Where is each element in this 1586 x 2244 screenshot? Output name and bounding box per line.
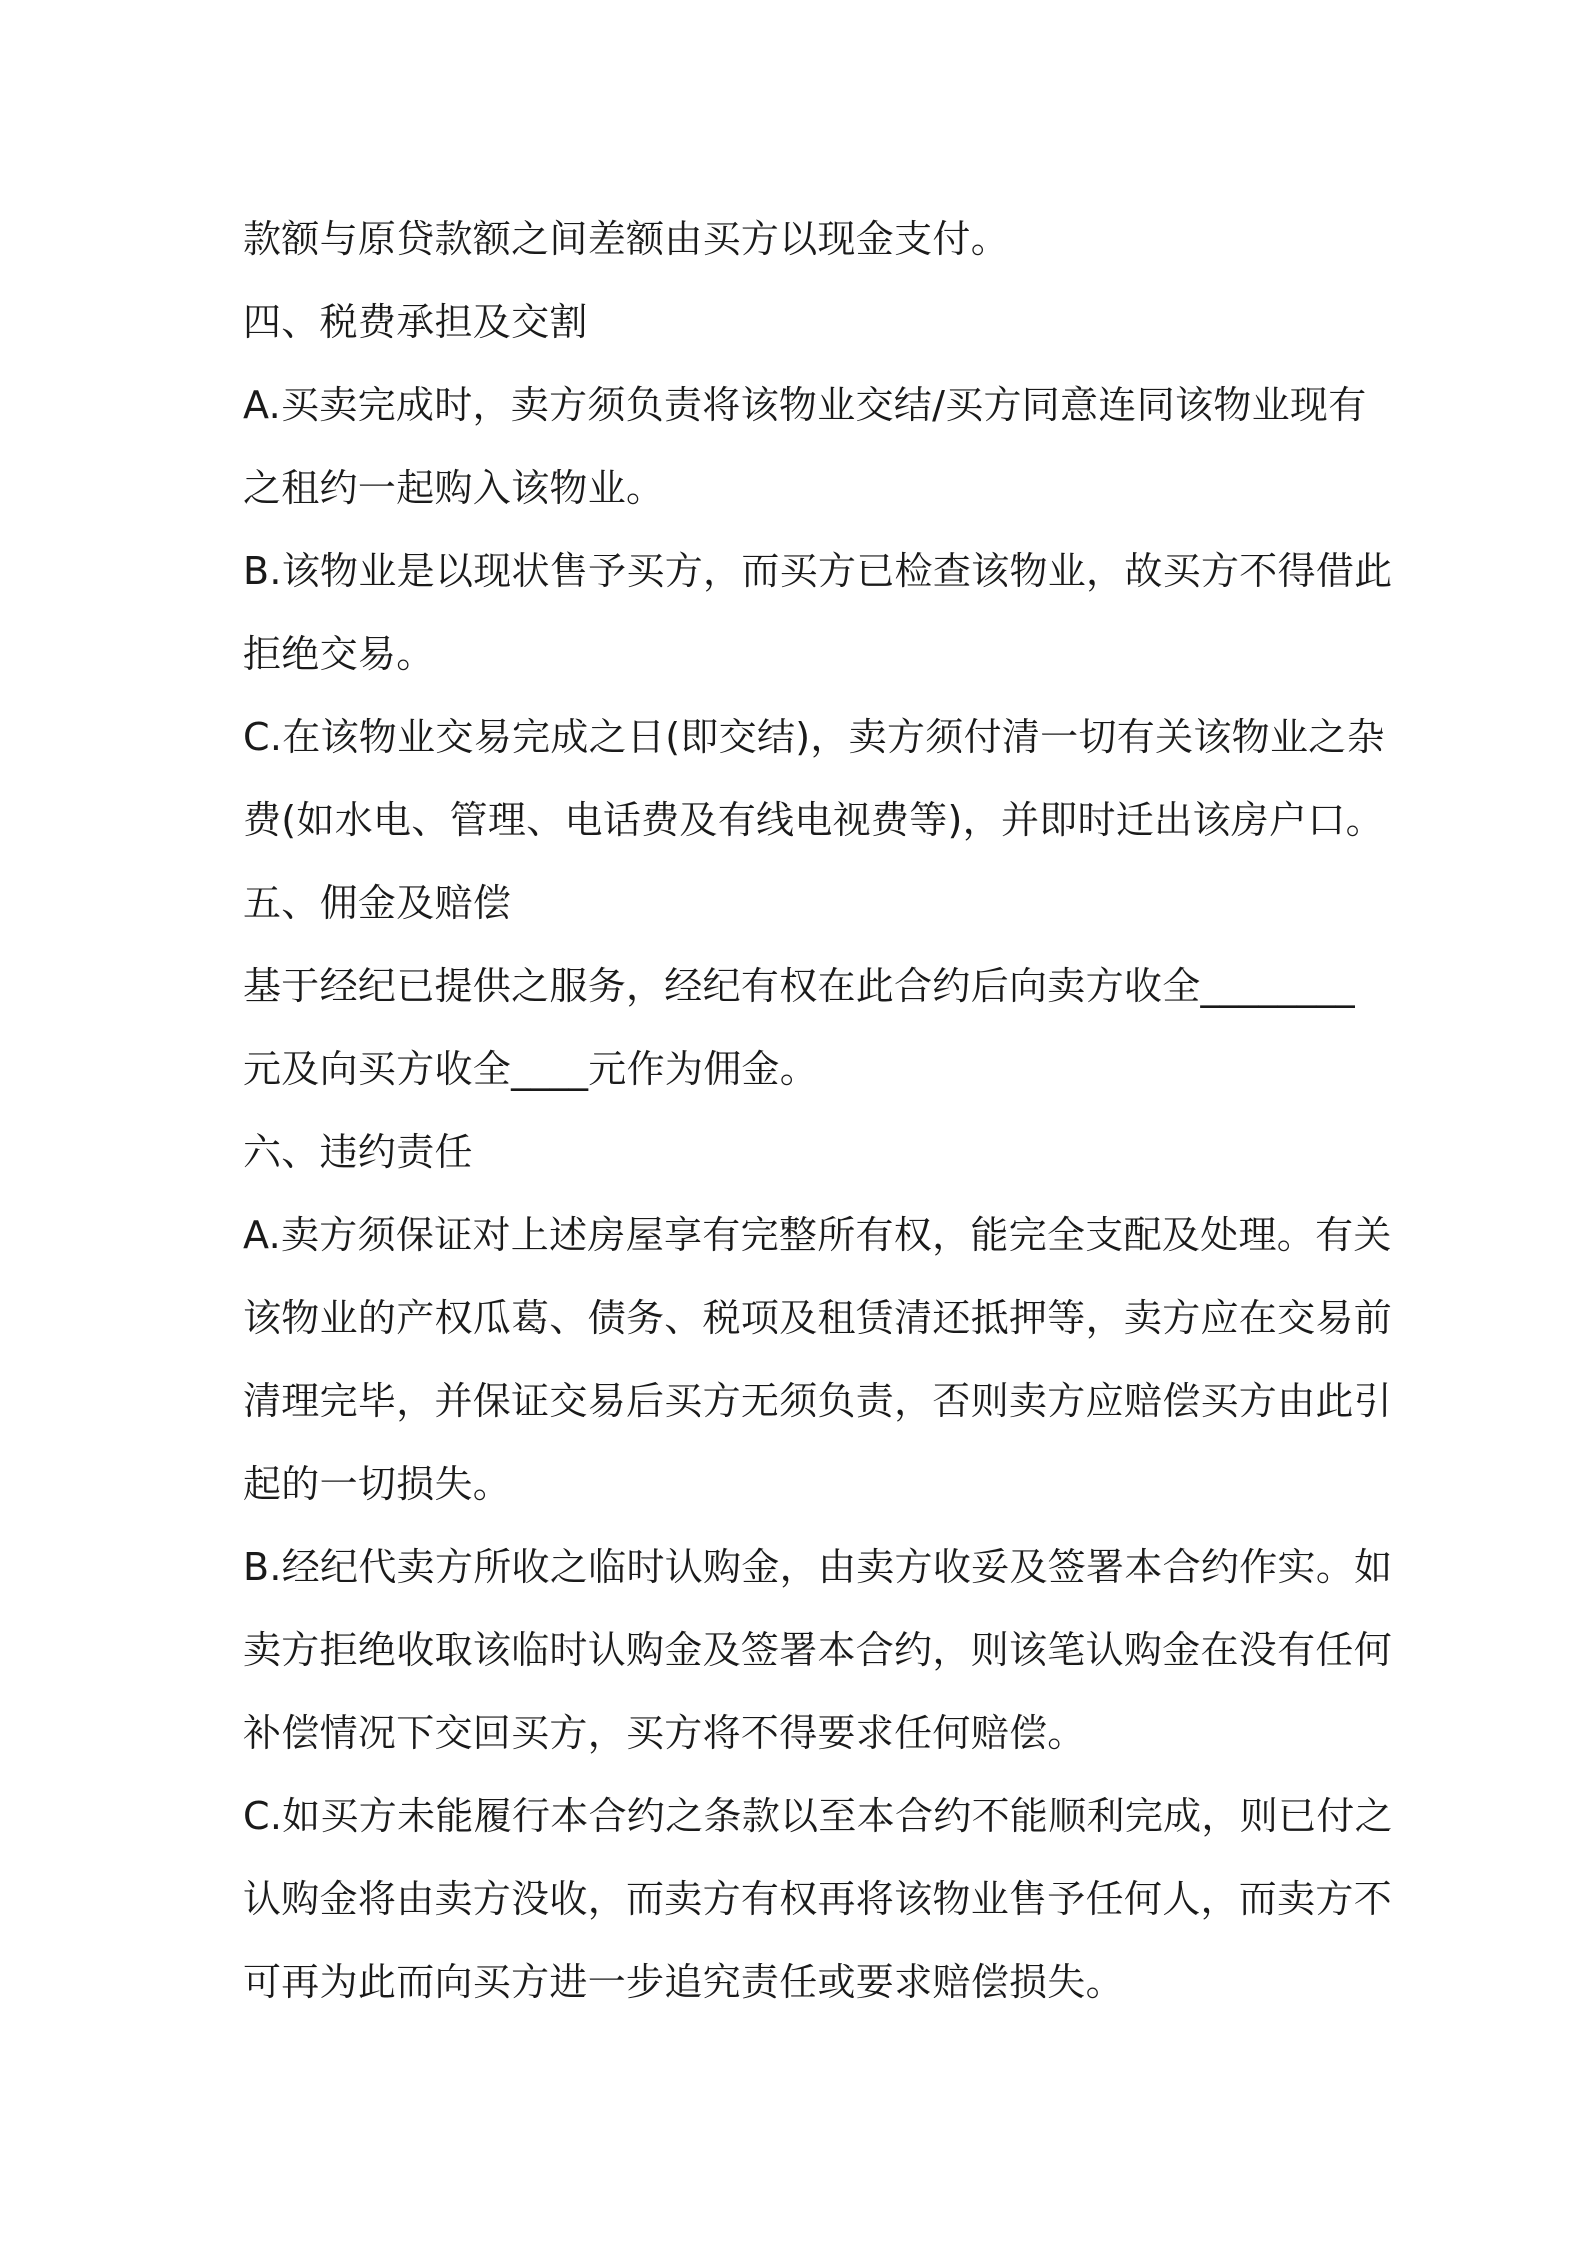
section-heading-commission: 五、佣金及赔偿 bbox=[243, 881, 512, 925]
text-line: 费(如水电、管理、电话费及有线电视费等)，并即时迁出该房户口。 bbox=[243, 798, 1384, 842]
text-line: C.如买方未能履行本合约之条款以至本合约不能顺利完成，则已付之 bbox=[243, 1794, 1393, 1838]
text-line: 卖方拒绝收取该临时认购金及签署本合约，则该笔认购金在没有任何 bbox=[243, 1628, 1393, 1672]
text-line: 可再为此而向买方进一步追究责任或要求赔偿损失。 bbox=[243, 1960, 1124, 2004]
text-line: A.买卖完成时，卖方须负责将该物业交结/买方同意连同该物业现有 bbox=[243, 383, 1367, 427]
text-line: 起的一切损失。 bbox=[243, 1462, 512, 1506]
text-line: 元及向买方收全____元作为佣金。 bbox=[243, 1047, 819, 1091]
text-line: C.在该物业交易完成之日(即交结)，卖方须付清一切有关该物业之杂 bbox=[243, 715, 1385, 759]
text-line: 基于经纪已提供之服务，经纪有权在此合约后向卖方收全________ bbox=[243, 964, 1355, 1008]
text-line: 拒绝交易。 bbox=[243, 632, 435, 676]
text-line: 款额与原贷款额之间差额由买方以现金支付。 bbox=[243, 217, 1010, 261]
text-line: 清理完毕，并保证交易后买方无须负责，否则卖方应赔偿买方由此引 bbox=[243, 1379, 1393, 1423]
text-line: A.卖方须保证对上述房屋享有完整所有权，能完全支配及处理。有关 bbox=[243, 1213, 1392, 1257]
section-heading-taxes: 四、税费承担及交割 bbox=[243, 300, 588, 344]
contract-text bbox=[243, 198, 1393, 2024]
text-line: B.经纪代卖方所收之临时认购金，由卖方收妥及签署本合约作实。如 bbox=[243, 1545, 1393, 1589]
text-line: 该物业的产权瓜葛、债务、税项及租赁清还抵押等，卖方应在交易前 bbox=[243, 1296, 1393, 1340]
text-line: B.该物业是以现状售予买方，而买方已检查该物业，故买方不得借此 bbox=[243, 549, 1393, 593]
text-line: 之租约一起购入该物业。 bbox=[243, 466, 665, 510]
text-line: 补偿情况下交回买方，买方将不得要求任何赔偿。 bbox=[243, 1711, 1086, 1755]
section-heading-breach: 六、违约责任 bbox=[243, 1130, 473, 1174]
text-line: 认购金将由卖方没收，而卖方有权再将该物业售予任何人，而卖方不 bbox=[243, 1877, 1393, 1921]
